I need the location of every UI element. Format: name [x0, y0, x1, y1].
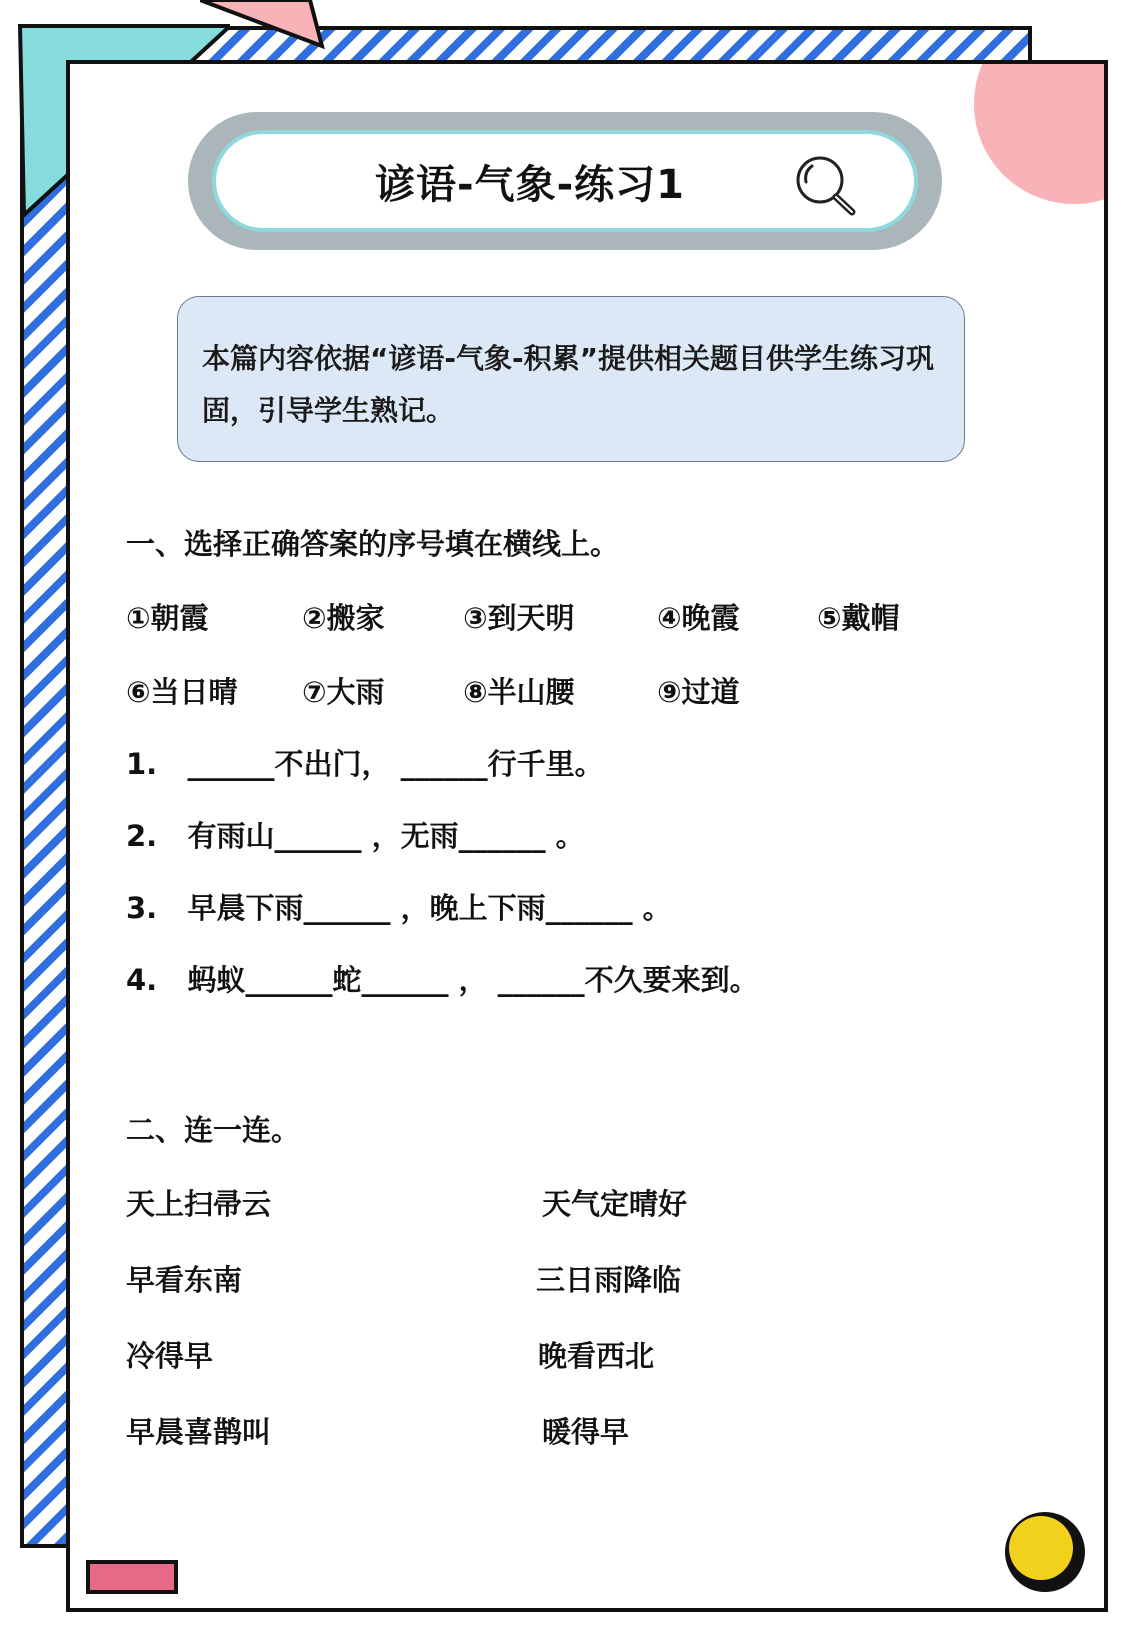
option-item: ⑥当日晴	[126, 675, 238, 709]
option-item: ⑤戴帽	[817, 601, 900, 635]
match-left-item: 冷得早	[126, 1339, 214, 1373]
option-item: ⑨过道	[657, 675, 740, 709]
title-search-field	[212, 130, 918, 232]
question-row: 2. 有雨山______ ，无雨______ 。	[126, 819, 585, 853]
option-item: ②搬家	[302, 601, 385, 635]
page-title: 谚语-气象-练习1	[374, 161, 686, 208]
section-2-heading: 二、连一连。	[126, 1113, 301, 1147]
option-item: ④晚霞	[657, 601, 740, 635]
option-item: ⑦大雨	[302, 675, 385, 709]
match-left-item: 早看东南	[126, 1263, 243, 1297]
match-right-item: 暖得早	[542, 1415, 630, 1449]
section-1-heading: 一、选择正确答案的序号填在横线上。	[126, 527, 620, 561]
question-row: 1. ______不出门， ______行千里。	[126, 747, 604, 781]
match-right-item: 天气定晴好	[542, 1187, 688, 1221]
option-item: ①朝霞	[126, 601, 209, 635]
question-row: 4. 蚂蚁______蛇______ ， ______不久要来到。	[126, 963, 759, 997]
pink-tab-decoration	[86, 1560, 178, 1594]
match-left-item: 早晨喜鹊叫	[126, 1415, 272, 1449]
match-right-item: 三日雨降临	[536, 1263, 682, 1297]
pink-wedge-decoration	[200, 0, 340, 50]
option-item: ⑧半山腰	[463, 675, 575, 709]
question-row: 3. 早晨下雨______ ，晚上下雨______ 。	[126, 891, 672, 925]
yellow-circle-decoration	[1005, 1512, 1085, 1592]
search-icon	[792, 152, 860, 220]
option-item: ③到天明	[463, 601, 575, 635]
title-search-bar	[188, 112, 942, 250]
match-right-item: 晚看西北	[538, 1339, 655, 1373]
match-left-item: 天上扫帚云	[126, 1187, 272, 1221]
intro-note: 本篇内容依据“谚语-气象-积累”提供相关题目供学生练习巩固，引导学生熟记。	[177, 296, 965, 462]
pink-circle-decoration	[974, 60, 1108, 204]
